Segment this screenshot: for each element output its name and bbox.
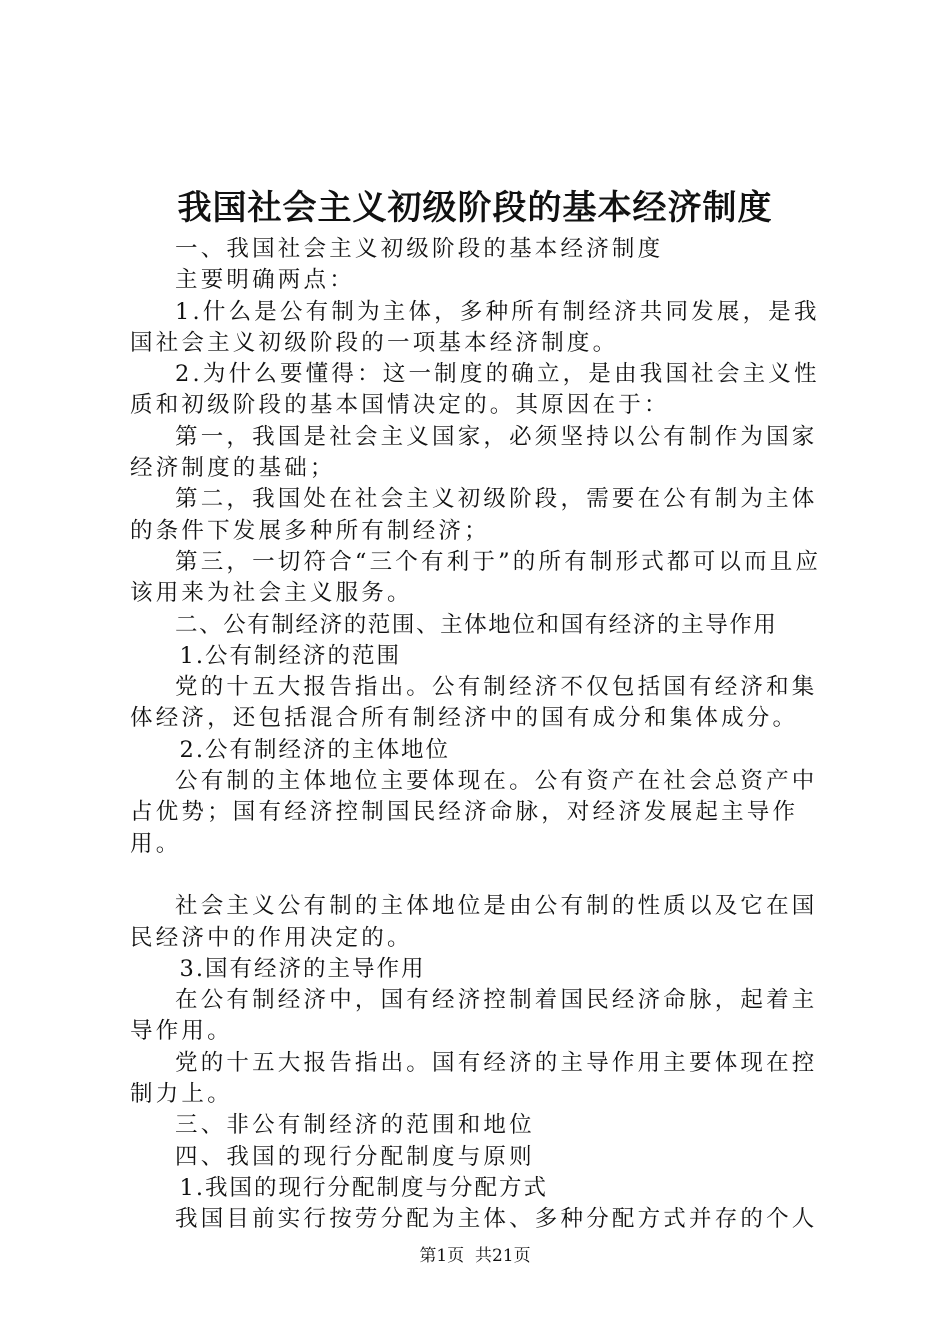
document-title: 我国社会主义初级阶段的基本经济制度 [177, 188, 773, 228]
paragraph: 2.为什么要懂得：这一制度的确立，是由我国社会主义性质和初级阶段的基本国情决定的。其原因在于： [130, 361, 820, 419]
section-heading: 三、非公有制经济的范围和地位 [175, 1112, 535, 1139]
section-heading: 一、我国社会主义初级阶段的基本经济制度 [175, 236, 664, 262]
blank-line [130, 860, 835, 891]
paragraph: 第一，我国是社会主义国家，必须坚持以公有制作为国家经济制度的基础； [130, 423, 818, 482]
subheading: 1.我国的现行分配制度与分配方式 [179, 1174, 548, 1201]
paragraph: 党的十五大报告指出。国有经济的主导作用主要体现在控制力上。 [130, 1049, 818, 1108]
subheading: 1.公有制经济的范围 [179, 642, 401, 669]
paragraph: 社会主义公有制的主体地位是由公有制的性质以及它在国民经济中的作用决定的。 [130, 893, 818, 951]
paragraph: 第二，我国处在社会主义初级阶段，需要在公有制为主体的条件下发展多种所有制经济； [130, 486, 818, 544]
paragraph: 第三，一切符合“三个有利于”的所有制形式都可以而且应该用来为社会主义服务。 [130, 548, 822, 607]
paragraph: 我国目前实行按劳分配为主体、多种分配方式并存的个人 [175, 1206, 818, 1233]
paragraph: 党的十五大报告指出。公有制经济不仅包括国有经济和集体经济，还包括混合所有制经济中的国有成分和集体成分。 [130, 674, 818, 732]
section-heading: 二、公有制经济的范围、主体地位和国有经济的主导作用 [175, 611, 778, 638]
paragraph: 1.什么是公有制为主体，多种所有制经济共同发展，是我国社会主义初级阶段的一项基本经济制度。 [130, 298, 820, 356]
document-body [130, 234, 835, 1236]
paragraph: 在公有制经济中，国有经济控制着国民经济命脉，起着主导作用。 [130, 987, 818, 1045]
subheading: 3.国有经济的主导作用 [179, 955, 426, 982]
paragraph: 公有制的主体地位主要体现在。公有资产在社会总资产中占优势；国有经济控制国民经济命脉，对经济发展起主导作用。 [130, 768, 818, 857]
page-number-footer: 第1页 共21页 [419, 1246, 531, 1266]
section-heading: 四、我国的现行分配制度与原则 [175, 1143, 535, 1170]
paragraph: 主要明确两点： [175, 267, 355, 294]
subheading: 2.公有制经济的主体地位 [179, 736, 450, 763]
